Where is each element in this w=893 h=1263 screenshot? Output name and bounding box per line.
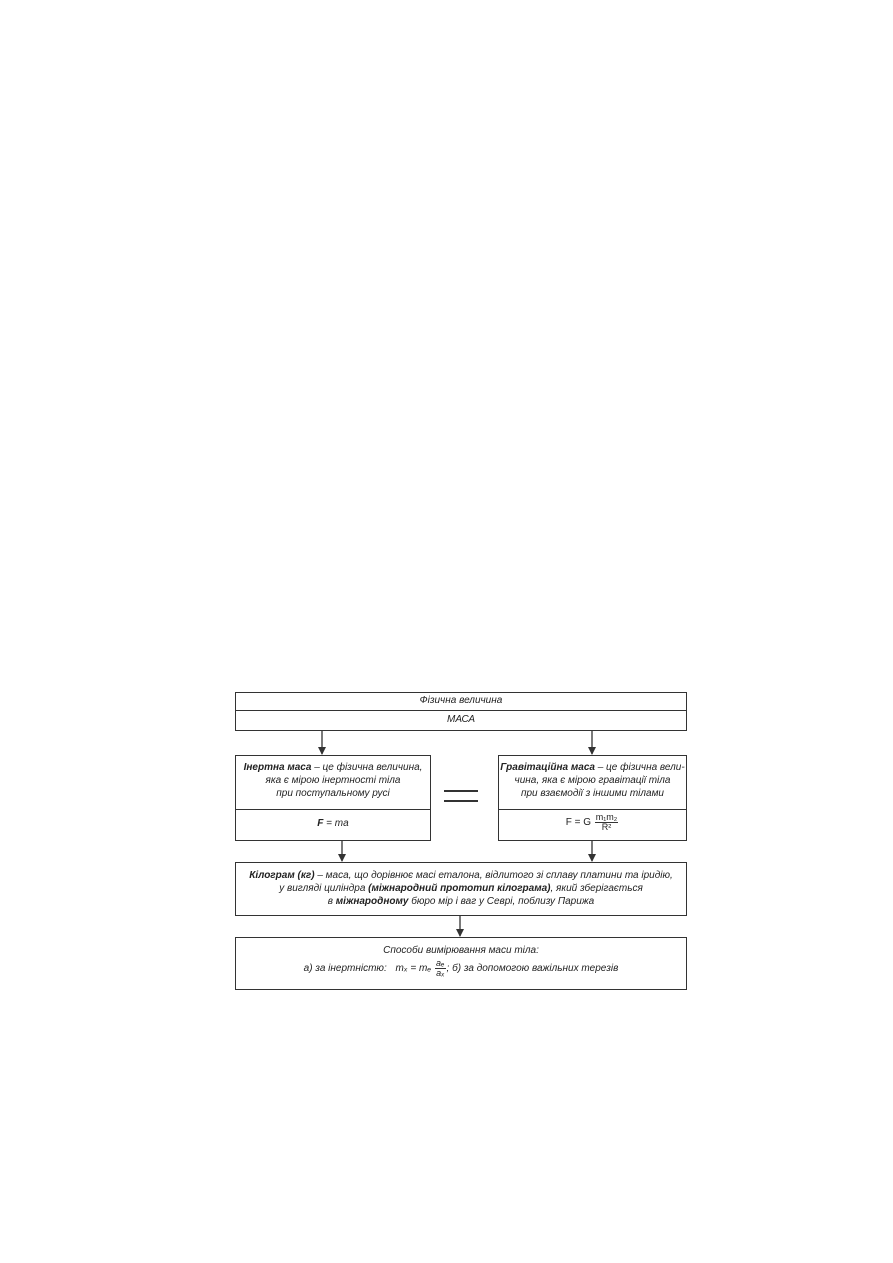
- methods-fraction-den: aₓ: [436, 968, 445, 978]
- kilogram-box: [235, 862, 687, 916]
- kilogram-line3b: міжнародному: [335, 896, 409, 907]
- gravitational-fraction-den: R²: [601, 822, 612, 832]
- gravitational-definition: [499, 761, 686, 806]
- inertial-line2: яка є мірою інертності тіла: [265, 775, 401, 786]
- gravitational-formula-prefix: F = G: [565, 817, 591, 829]
- kilogram-line1: – маса, що дорівнює масі еталона, відлитого зі сплаву платини та іридію,: [314, 870, 673, 881]
- gravitational-line3: при взаємодії з іншими тілами: [520, 788, 664, 799]
- kilogram-line2b: (міжнародний прототип кілограма): [368, 883, 551, 894]
- methods-title: Способи вимірювання маси тіла:: [383, 945, 539, 956]
- gravitational-mass-box: [498, 755, 687, 841]
- kilogram-line2a: у вигляді циліндра: [279, 883, 369, 894]
- inertial-line1: – це фізична величина,: [311, 762, 423, 773]
- inertial-divider: [236, 809, 430, 810]
- methods-part-a: а) за інертністю:: [303, 963, 387, 975]
- inertial-formula-rest: = ma: [323, 818, 349, 829]
- inertial-line3: при поступальному русі: [276, 788, 390, 799]
- kilogram-term: Кілограм (кг): [249, 870, 315, 881]
- header-title-box: [235, 692, 687, 711]
- inertial-formula: [236, 817, 430, 830]
- gravitational-fraction: [595, 813, 619, 832]
- gravitational-term: Гравітаційна маса: [500, 762, 595, 773]
- methods-formula-lhs: mₓ = mₑ: [395, 963, 432, 975]
- inertial-term: Інертна маса: [243, 762, 312, 773]
- inertial-formula-f: F: [317, 818, 324, 829]
- gravitational-formula: [499, 813, 686, 832]
- gravitational-divider: [499, 809, 686, 810]
- methods-part-b: ; б) за допомогою важільних терезів: [446, 963, 619, 975]
- gravitational-line1: – це фізична вели-: [594, 762, 685, 773]
- equals-sign-icon: [444, 791, 478, 801]
- header-title: Фізична величина: [419, 695, 503, 706]
- gravitational-line2: чина, яка є мірою гравітації тіла: [514, 775, 671, 786]
- kilogram-line3d: у Севрі, поблизу Парижа: [476, 896, 595, 907]
- inertial-definition: [236, 761, 430, 806]
- header-subtitle-box: [235, 710, 687, 731]
- methods-box: [235, 937, 687, 990]
- methods-fraction-num: aₑ: [436, 958, 445, 968]
- header-subtitle: МАСА: [447, 714, 475, 725]
- kilogram-line2c: , який зберігається: [550, 883, 643, 894]
- methods-line: [236, 959, 686, 978]
- kilogram-line3a: в: [327, 896, 336, 907]
- kilogram-line3c: бюро мір і ваг: [408, 896, 477, 907]
- gravitational-fraction-num: m₁m₂: [595, 812, 618, 822]
- inertial-mass-box: [235, 755, 431, 841]
- methods-fraction: [435, 959, 446, 978]
